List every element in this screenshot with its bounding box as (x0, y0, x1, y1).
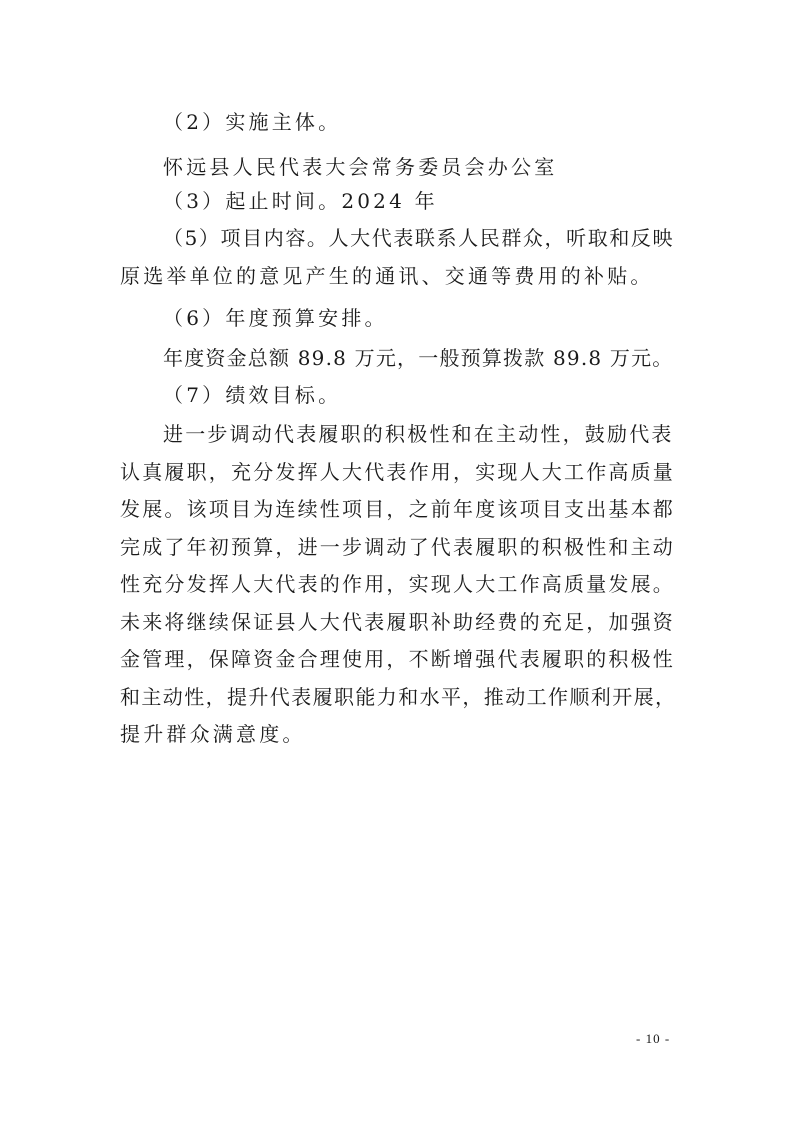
goal-para-line-6: 未来将继续保证县人大代表履职补助经费的充足，加强资 (120, 610, 675, 634)
implementing-entity: 怀远县人民代表大会常务委员会办公室 (163, 155, 558, 179)
budget-line: 年度资金总额 89.8 万元，一般预算拨款 89.8 万元。 (163, 346, 674, 370)
goal-para-line-8: 和主动性，提升代表履职能力和水平，推动工作顺利开展， (120, 685, 677, 709)
section-2-heading: （2）实施主体。 (163, 110, 342, 134)
goal-para-line-1: 进一步调动代表履职的积极性和在主动性，鼓励代表 (163, 422, 674, 446)
goal-para-line-5: 性充分发挥人大代表的作用，实现人大工作高质量发展。 (120, 572, 675, 596)
section-7-heading: （7）绩效目标。 (163, 383, 342, 407)
goal-para-line-4: 完成了年初预算，进一步调动了代表履职的积极性和主动 (120, 535, 675, 559)
page-number: - 10 - (636, 1031, 671, 1046)
section-5-line-2: 原选举单位的意见产生的通讯、交通等费用的补贴。 (120, 264, 654, 288)
section-5-line-1: （5）项目内容。人大代表联系人民群众，听取和反映 (163, 226, 675, 250)
goal-para-line-3: 发展。该项目为连续性项目，之前年度该项目支出基本都 (120, 497, 675, 521)
goal-para-line-9: 提升群众满意度。 (120, 722, 306, 746)
goal-para-line-2: 认真履职，充分发挥人大代表作用，实现人大工作高质量 (120, 460, 675, 484)
section-6-heading: （6）年度预算安排。 (163, 306, 388, 330)
section-3-heading: （3）起止时间。2024 年 (163, 189, 438, 213)
goal-para-line-7: 金管理，保障资金合理使用，不断增强代表履职的积极性 (120, 647, 675, 671)
